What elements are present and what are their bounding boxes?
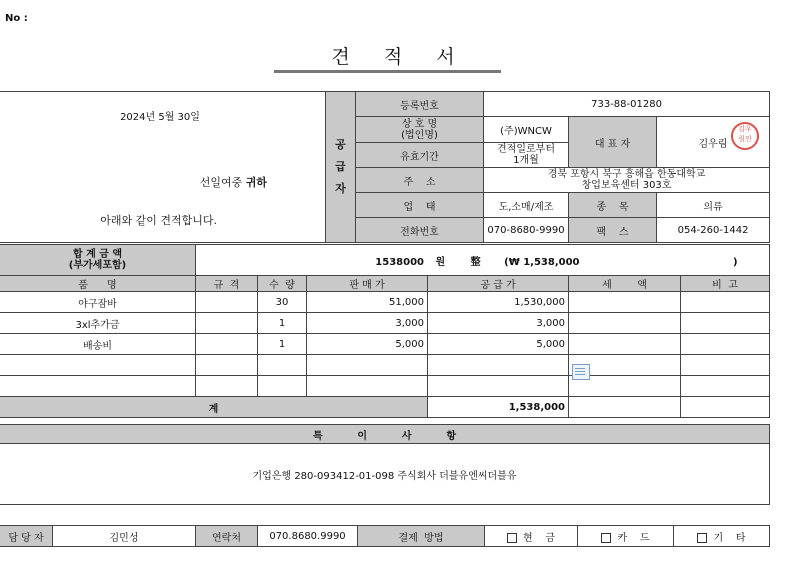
item-spec — [196, 376, 258, 397]
category-value: 의류 — [657, 193, 770, 218]
item-qty: 1 — [258, 334, 307, 355]
item-name: 야구잠바 — [0, 292, 196, 313]
supplier-side-label: 공 급 자 — [326, 92, 356, 243]
col-price: 판 매 가 — [307, 276, 428, 292]
recipient-honorific: 귀하 — [245, 176, 267, 189]
recipient-name: 선일여중 — [199, 176, 243, 189]
item-tax — [569, 292, 681, 313]
category-label: 종 목 — [569, 193, 657, 218]
phone-value: 070-8680-9990 — [484, 218, 569, 243]
item-name: 배송비 — [0, 334, 196, 355]
business-label: 업 태 — [356, 193, 484, 218]
col-tax: 세 액 — [569, 276, 681, 292]
table-row — [0, 376, 770, 397]
checkbox-icon[interactable] — [601, 533, 611, 543]
won-label: 원 — [435, 256, 446, 268]
remarks-text: 기업은행 280-093412-01-098 주식회사 더블유엔씨더블유 — [0, 444, 770, 505]
business-value: 도,소매/제조 — [484, 193, 569, 218]
address-label: 주 소 — [356, 168, 484, 193]
item-price: 5,000 — [307, 334, 428, 355]
item-note — [681, 313, 770, 334]
item-tax — [569, 334, 681, 355]
item-note — [681, 334, 770, 355]
manager-value: 김민성 — [53, 526, 196, 547]
company-label: 상 호 명 (법인명) — [356, 117, 484, 143]
contact-value: 070.8680.9990 — [258, 526, 358, 547]
item-qty — [258, 355, 307, 376]
validity-value: 견적일로부터 1개월 — [484, 143, 569, 168]
payment-label: 결제 방법 — [358, 526, 485, 547]
document-number-label: No : — [5, 13, 28, 24]
checkbox-icon[interactable] — [507, 533, 517, 543]
col-supply: 공 급 가 — [428, 276, 569, 292]
address-value: 경북 포항시 북구 흥해읍 한동대학교 창업보육센터 303호 — [484, 168, 770, 193]
validity-label: 유효기간 — [356, 143, 484, 168]
table-row — [0, 292, 770, 313]
item-spec — [196, 292, 258, 313]
total-label: 계 — [0, 397, 428, 418]
quote-date: 2024년 5월 30일 — [120, 112, 200, 123]
fax-value: 054-260-1442 — [657, 218, 770, 243]
total-amount-formatted: (₩ 1,538,000 — [504, 256, 580, 268]
item-supply — [428, 376, 569, 397]
item-name — [0, 355, 196, 376]
close-paren: ) — [733, 256, 738, 268]
item-note — [681, 355, 770, 376]
item-qty: 1 — [258, 313, 307, 334]
recipient-line — [200, 174, 267, 190]
item-supply: 1,530,000 — [428, 292, 569, 313]
company-seal: 김우 림인 — [731, 122, 759, 150]
item-name: 3xl추가금 — [0, 313, 196, 334]
payment-cash[interactable]: 현 금 — [485, 526, 578, 547]
footer-table — [0, 525, 770, 547]
reg-no-label: 등록번호 — [356, 92, 484, 117]
col-note: 비 고 — [681, 276, 770, 292]
ceo-label: 대 표 자 — [569, 117, 657, 168]
ceo-value: 김우림 — [698, 138, 728, 150]
item-supply: 5,000 — [428, 334, 569, 355]
comment-indicator-icon[interactable] — [572, 364, 590, 380]
items-table — [0, 244, 770, 418]
phone-label: 전화번호 — [356, 218, 484, 243]
item-spec — [196, 313, 258, 334]
item-qty: 30 — [258, 292, 307, 313]
checkbox-icon[interactable] — [697, 533, 707, 543]
total-tax — [569, 397, 681, 418]
contact-label: 연락처 — [196, 526, 258, 547]
total-note — [681, 397, 770, 418]
reg-no-value: 733-88-01280 — [484, 92, 770, 117]
company-value: (주)WNCW — [484, 117, 569, 143]
remarks-table — [0, 424, 770, 505]
item-price — [307, 376, 428, 397]
title-underline — [274, 70, 501, 73]
item-name — [0, 376, 196, 397]
item-tax — [569, 313, 681, 334]
total-amount-cell — [196, 245, 770, 276]
manager-label: 담 당 자 — [0, 526, 53, 547]
payment-other[interactable]: 기 타 — [674, 526, 770, 547]
quote-message: 아래와 같이 견적합니다. — [100, 214, 217, 227]
table-row — [0, 334, 770, 355]
item-note — [681, 376, 770, 397]
total-amount-number: 1538000 — [375, 256, 424, 268]
item-spec — [196, 334, 258, 355]
table-row — [0, 313, 770, 334]
col-item: 품 명 — [0, 276, 196, 292]
integer-mark: 整 — [470, 256, 481, 268]
total-supply: 1,538,000 — [428, 397, 569, 418]
item-supply — [428, 355, 569, 376]
item-price: 3,000 — [307, 313, 428, 334]
table-row — [0, 355, 770, 376]
item-price — [307, 355, 428, 376]
header-table — [0, 91, 770, 243]
col-qty: 수 량 — [258, 276, 307, 292]
client-block — [0, 92, 326, 243]
item-spec — [196, 355, 258, 376]
item-supply: 3,000 — [428, 313, 569, 334]
ceo-cell — [657, 117, 770, 168]
remarks-label: 특 이 사 항 — [0, 425, 770, 444]
payment-card[interactable]: 카 드 — [578, 526, 674, 547]
col-spec: 규 격 — [196, 276, 258, 292]
item-qty — [258, 376, 307, 397]
total-amount-label: 합 계 금 액 (부가세포함) — [0, 245, 196, 276]
item-price: 51,000 — [307, 292, 428, 313]
page-title: 견 적 서 — [331, 46, 469, 68]
fax-label: 팩 스 — [569, 218, 657, 243]
item-note — [681, 292, 770, 313]
